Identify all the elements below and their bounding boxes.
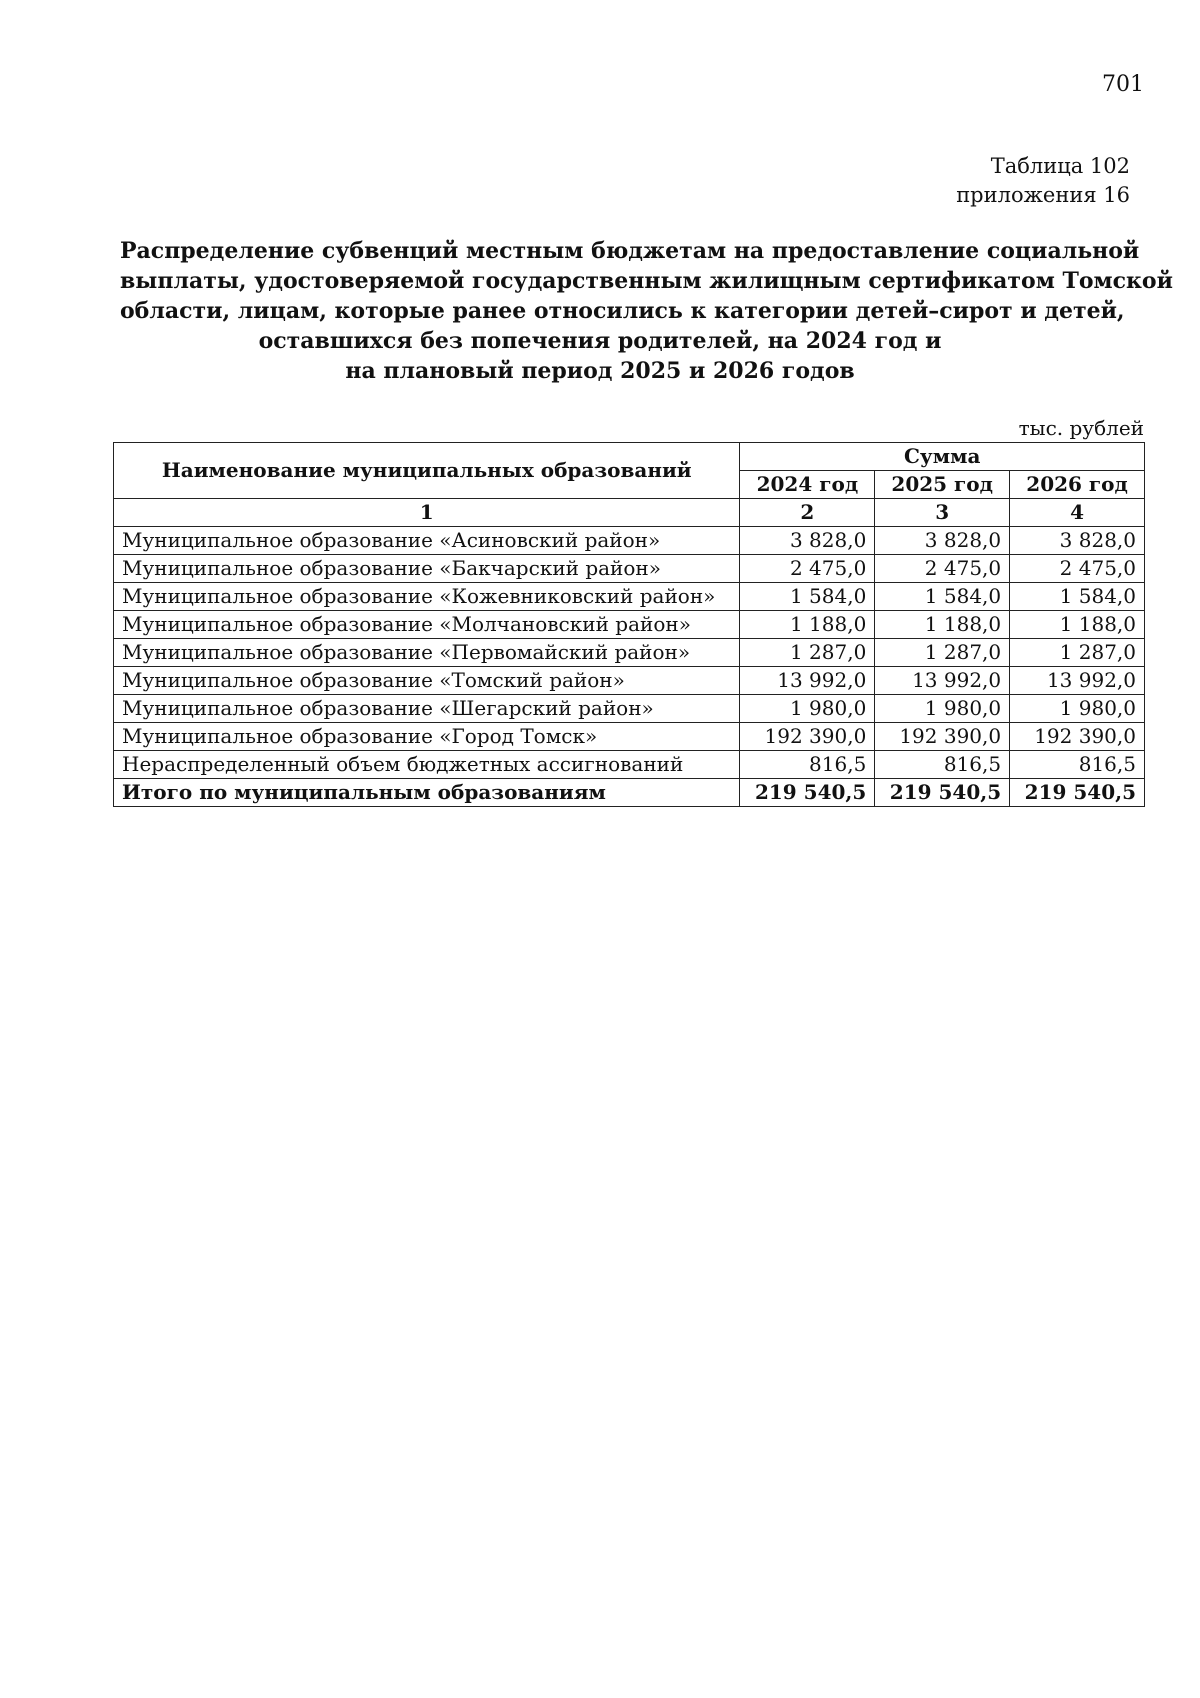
amount-2026: 3 828,0 [1010,527,1145,555]
units-label: тыс. рублей [1018,416,1144,440]
amount-2024: 1 980,0 [740,695,875,723]
table-row [114,527,1145,555]
title-line: на плановый период 2025 и 2026 годов [345,358,855,384]
total-2025: 219 540,5 [875,779,1010,807]
table-row [114,555,1145,583]
column-number: 4 [1010,499,1145,527]
municipality-name: Муниципальное образование «Шегарский район» [114,695,740,723]
amount-2024: 1 584,0 [740,583,875,611]
amount-2025: 2 475,0 [875,555,1010,583]
municipality-name: Муниципальное образование «Бакчарский район» [114,555,740,583]
amount-2025: 1 287,0 [875,639,1010,667]
amount-2025: 816,5 [875,751,1010,779]
table-row [114,723,1145,751]
title-line: Распределение субвенций местным бюджетам на предоставление социальной [120,238,1140,264]
amount-2025: 1 584,0 [875,583,1010,611]
amount-2026: 13 992,0 [1010,667,1145,695]
title-line: оставшихся без попечения родителей, на 2024 год и [258,328,942,354]
amount-2025: 1 980,0 [875,695,1010,723]
amount-2026: 1 584,0 [1010,583,1145,611]
amount-2025: 1 188,0 [875,611,1010,639]
municipality-name: Муниципальное образование «Первомайский район» [114,639,740,667]
column-number: 1 [114,499,740,527]
total-label: Итого по муниципальным образованиям [114,779,740,807]
column-number: 3 [875,499,1010,527]
title-line: выплаты, удостоверяемой государственным жилищным сертификатом Томской [120,268,1173,294]
amount-2026: 1 188,0 [1010,611,1145,639]
header-year-2025: 2025 год [875,471,1010,499]
amount-2025: 3 828,0 [875,527,1010,555]
header-year-2026: 2026 год [1010,471,1145,499]
amount-2024: 816,5 [740,751,875,779]
amount-2024: 1 188,0 [740,611,875,639]
table-row [114,611,1145,639]
table-row [114,751,1145,779]
amount-2026: 192 390,0 [1010,723,1145,751]
municipality-name: Муниципальное образование «Город Томск» [114,723,740,751]
table-row [114,583,1145,611]
amount-2024: 192 390,0 [740,723,875,751]
table-row [114,695,1145,723]
header-row-top [114,443,1145,471]
amount-2024: 3 828,0 [740,527,875,555]
total-2024: 219 540,5 [740,779,875,807]
municipality-name: Муниципальное образование «Асиновский район» [114,527,740,555]
amount-2026: 816,5 [1010,751,1145,779]
header-municipality: Наименование муниципальных образований [114,443,740,499]
amount-2026: 1 980,0 [1010,695,1145,723]
municipality-name: Муниципальное образование «Томский район» [114,667,740,695]
municipality-name: Муниципальное образование «Кожевниковский район» [114,583,740,611]
subvention-table [113,442,1145,807]
amount-2024: 1 287,0 [740,639,875,667]
amount-2026: 2 475,0 [1010,555,1145,583]
amount-2025: 192 390,0 [875,723,1010,751]
table-row [114,639,1145,667]
amount-2025: 13 992,0 [875,667,1010,695]
document-title [120,236,1173,386]
title-line: области, лицам, которые ранее относились к категории детей–сирот и детей, [120,298,1125,324]
municipality-name: Муниципальное образование «Молчановский район» [114,611,740,639]
amount-2024: 2 475,0 [740,555,875,583]
column-number-row [114,499,1145,527]
page-number: 701 [1102,72,1144,97]
table-row [114,667,1145,695]
table-ref-line-2: приложения 16 [956,183,1130,207]
table-ref-line-1: Таблица 102 [990,154,1130,178]
amount-2026: 1 287,0 [1010,639,1145,667]
column-number: 2 [740,499,875,527]
header-year-2024: 2024 год [740,471,875,499]
table-reference [956,152,1130,210]
total-2026: 219 540,5 [1010,779,1145,807]
municipality-name: Нераспределенный объем бюджетных ассигнований [114,751,740,779]
header-sum: Сумма [740,443,1145,471]
amount-2024: 13 992,0 [740,667,875,695]
total-row [114,779,1145,807]
